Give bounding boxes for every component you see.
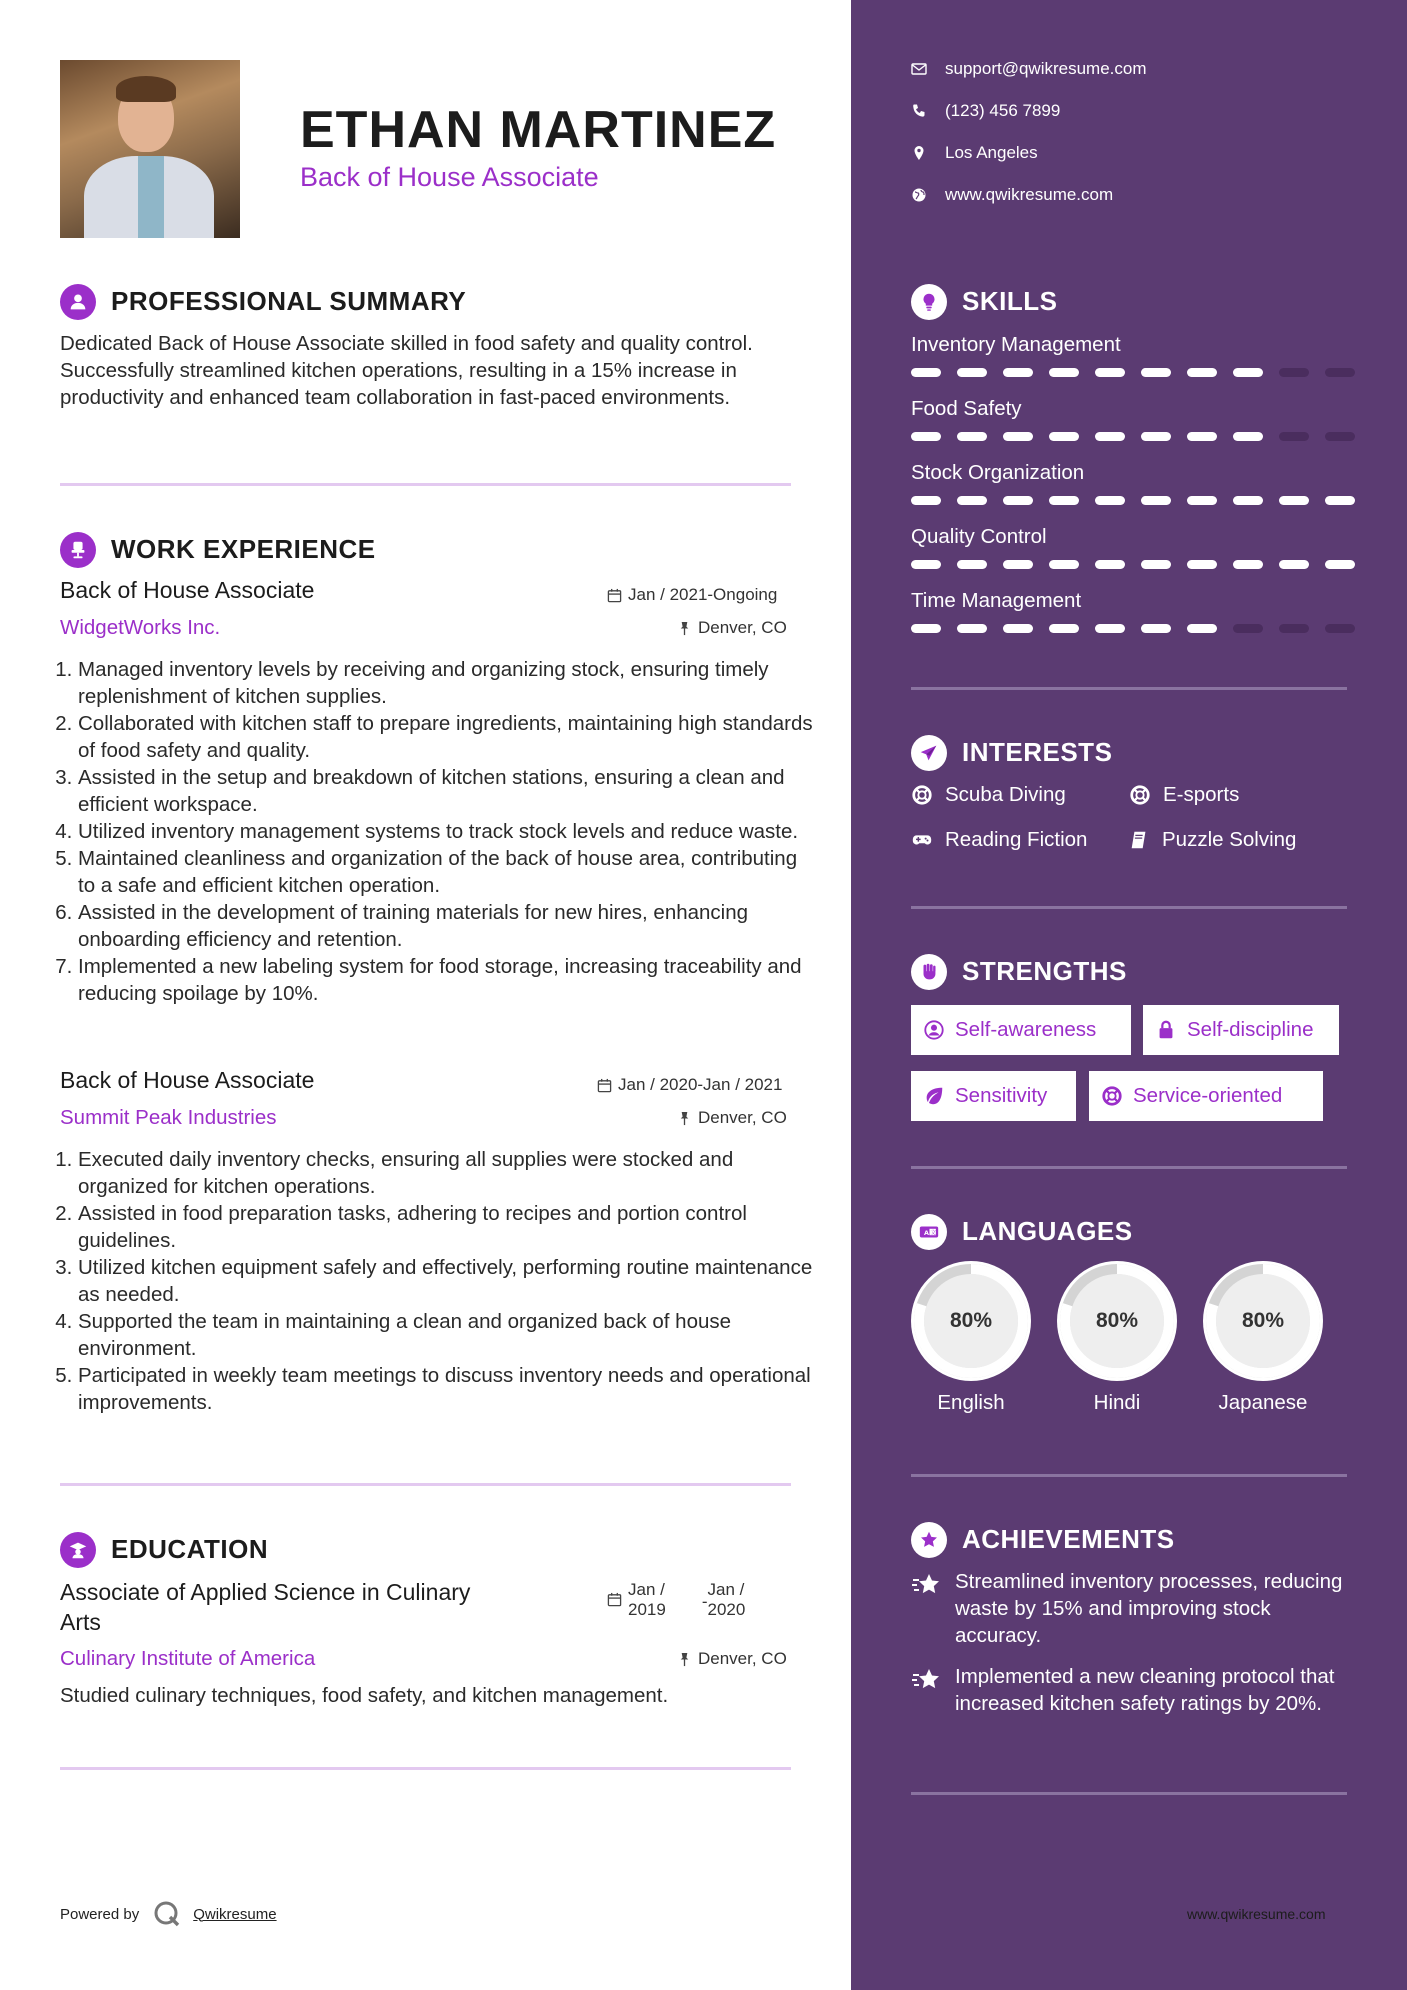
skill-rating bbox=[911, 624, 1355, 633]
map-marker-icon bbox=[911, 145, 927, 161]
skill-dot bbox=[1095, 496, 1125, 505]
skill-rating bbox=[911, 368, 1355, 377]
skill-dot bbox=[1187, 624, 1217, 633]
skill-dot bbox=[1141, 624, 1171, 633]
achievement-item: Implemented a new cleaning protocol that increased kitchen safety ratings by 20%. bbox=[911, 1663, 1351, 1717]
experience-heading: WORK EXPERIENCE bbox=[111, 534, 376, 564]
skill-name: Quality Control bbox=[911, 525, 1047, 548]
duty-item: 2. Assisted in food preparation tasks, adhering to recipes and portion control guidelines. bbox=[78, 1200, 813, 1254]
skill-dot bbox=[957, 624, 987, 633]
skill-dot bbox=[1141, 560, 1171, 569]
summary-heading: PROFESSIONAL SUMMARY bbox=[111, 286, 467, 316]
company-name: Summit Peak Industries bbox=[60, 1106, 277, 1129]
languages-heading: LANGUAGES bbox=[962, 1216, 1133, 1246]
skill-dot bbox=[957, 432, 987, 441]
duty-item: 5. Maintained cleanliness and organization of the back of house area, contributing to a safe and efficient kitchen operation. bbox=[78, 845, 813, 899]
star-badge-icon bbox=[911, 1522, 947, 1558]
skill-dot bbox=[1095, 560, 1125, 569]
strength-badge: Sensitivity bbox=[911, 1071, 1076, 1121]
svg-text:A: A bbox=[923, 1229, 929, 1238]
divider bbox=[60, 1483, 791, 1486]
qwikresume-link[interactable]: Qwikresume bbox=[193, 1905, 277, 1923]
divider bbox=[911, 687, 1347, 690]
lifebuoy-icon bbox=[911, 784, 933, 806]
duty-item: 3. Utilized kitchen equipment safely and effectively, performing routine maintenance as needed. bbox=[78, 1254, 813, 1308]
skill-dot bbox=[911, 368, 941, 377]
job-duties-list bbox=[60, 1146, 813, 1416]
skill-dot bbox=[1279, 368, 1309, 377]
education-heading: EDUCATION bbox=[111, 1534, 269, 1564]
skill-dot bbox=[1095, 368, 1125, 377]
language-percent: 80% bbox=[1095, 1309, 1139, 1332]
lifebuoy-icon bbox=[1129, 784, 1151, 806]
duty-item: 2. Collaborated with kitchen staff to prepare ingredients, maintaining high standards of food safety and quality. bbox=[78, 710, 813, 764]
skill-dot bbox=[1325, 560, 1355, 569]
skill-dot bbox=[1279, 624, 1309, 633]
envelope-icon bbox=[911, 61, 927, 77]
calendar-icon bbox=[607, 1592, 622, 1607]
divider bbox=[60, 1767, 791, 1770]
skill-dot bbox=[1279, 432, 1309, 441]
skill-dot bbox=[1233, 368, 1263, 377]
skill-dot bbox=[1233, 432, 1263, 441]
job-dates: Jan / 2020-Jan / 2021 bbox=[597, 1075, 782, 1095]
job-title: Back of House Associate bbox=[60, 577, 315, 603]
divider bbox=[911, 1166, 1347, 1169]
duty-item: 7. Implemented a new labeling system for food storage, increasing traceability and reducing spoilage by 10%. bbox=[78, 953, 813, 1007]
duty-item: 5. Participated in weekly team meetings to discuss inventory needs and operational improvements. bbox=[78, 1362, 813, 1416]
sidebar bbox=[851, 0, 1407, 1990]
skill-dot bbox=[1325, 624, 1355, 633]
strength-badge: Service-oriented bbox=[1089, 1071, 1323, 1121]
skill-name: Stock Organization bbox=[911, 461, 1085, 484]
skill-dot bbox=[1049, 560, 1079, 569]
svg-text:文: 文 bbox=[930, 1230, 936, 1237]
lock-icon bbox=[1155, 1019, 1177, 1041]
strength-badge: Self-awareness bbox=[911, 1005, 1131, 1055]
skill-name: Inventory Management bbox=[911, 333, 1121, 356]
skill-dot bbox=[1003, 432, 1033, 441]
leaf-icon bbox=[923, 1085, 945, 1107]
skill-dot bbox=[1325, 432, 1355, 441]
qwikresume-logo-icon bbox=[153, 1900, 181, 1928]
language-name: Hindi bbox=[1093, 1391, 1141, 1414]
skill-dot bbox=[1141, 368, 1171, 377]
skill-dot bbox=[957, 560, 987, 569]
fist-icon bbox=[911, 954, 947, 990]
contact-website: www.qwikresume.com bbox=[911, 185, 1113, 205]
globe-icon bbox=[911, 187, 927, 203]
calendar-icon bbox=[607, 588, 622, 603]
skill-dot bbox=[1003, 496, 1033, 505]
profile-photo bbox=[60, 60, 240, 238]
person-icon bbox=[60, 284, 96, 320]
school-name: Culinary Institute of America bbox=[60, 1647, 316, 1670]
skill-dot bbox=[1325, 496, 1355, 505]
duty-item: 1. Managed inventory levels by receiving and organizing stock, ensuring timely replenishment of kitchen supplies. bbox=[78, 656, 813, 710]
job-duties-list bbox=[60, 656, 813, 1007]
interest-item: Puzzle Solving bbox=[1128, 828, 1296, 852]
skill-dot bbox=[911, 496, 941, 505]
user-circle-icon bbox=[923, 1019, 945, 1041]
lightbulb-icon bbox=[911, 284, 947, 320]
interest-item: Reading Fiction bbox=[911, 828, 1087, 852]
divider bbox=[911, 1474, 1347, 1477]
divider bbox=[911, 1792, 1347, 1795]
skill-dot bbox=[1003, 560, 1033, 569]
skill-dot bbox=[1279, 496, 1309, 505]
skill-dot bbox=[1049, 496, 1079, 505]
skill-dot bbox=[1187, 368, 1217, 377]
contact-email: support@qwikresume.com bbox=[911, 59, 1147, 79]
language-percent: 80% bbox=[949, 1309, 993, 1332]
powered-by: Powered by Qwikresume bbox=[60, 1900, 277, 1928]
job-dates: Jan / 2021-Ongoing bbox=[607, 585, 777, 605]
book-icon bbox=[1128, 829, 1150, 851]
skill-dot bbox=[1003, 624, 1033, 633]
duty-item: 3. Assisted in the setup and breakdown of kitchen stations, ensuring a clean and efficient workspace. bbox=[78, 764, 813, 818]
skill-dot bbox=[1325, 368, 1355, 377]
job-location: Denver, CO bbox=[677, 1108, 787, 1128]
candidate-role: Back of House Associate bbox=[300, 162, 599, 192]
achievement-item: Streamlined inventory processes, reducing waste by 15% and improving stock accuracy. bbox=[911, 1568, 1351, 1649]
interests-heading: INTERESTS bbox=[962, 737, 1113, 767]
pin-icon bbox=[677, 621, 692, 636]
skill-dot bbox=[1187, 560, 1217, 569]
chair-icon bbox=[60, 532, 96, 568]
skill-dot bbox=[911, 624, 941, 633]
pin-icon bbox=[677, 1652, 692, 1667]
education-dates: Jan / 2019 - Jan / 2020 bbox=[607, 1580, 745, 1620]
language-name: English bbox=[937, 1391, 1005, 1414]
skill-dot bbox=[1279, 560, 1309, 569]
skill-dot bbox=[1095, 624, 1125, 633]
skill-dot bbox=[1187, 432, 1217, 441]
divider bbox=[60, 483, 791, 486]
language-name: Japanese bbox=[1218, 1391, 1308, 1414]
skill-name: Food Safety bbox=[911, 397, 1022, 420]
contact-phone: (123) 456 7899 bbox=[911, 101, 1060, 121]
skill-rating bbox=[911, 560, 1355, 569]
duty-item: 6. Assisted in the development of training materials for new hires, enhancing onboarding efficiency and retention. bbox=[78, 899, 813, 953]
duty-item: 4. Utilized inventory management systems to track stock levels and reduce waste. bbox=[78, 818, 813, 845]
achievements-heading: ACHIEVEMENTS bbox=[962, 1524, 1175, 1554]
skill-dot bbox=[911, 560, 941, 569]
star-icon bbox=[911, 1570, 941, 1600]
candidate-name: ETHAN MARTINEZ bbox=[300, 101, 777, 159]
strengths-heading: STRENGTHS bbox=[962, 956, 1127, 986]
language-item bbox=[1203, 1261, 1323, 1415]
skill-dot bbox=[957, 496, 987, 505]
duty-item: 4. Supported the team in maintaining a clean and organized back of house environment. bbox=[78, 1308, 813, 1362]
education-description: Studied culinary techniques, food safety, and kitchen management. bbox=[60, 1684, 669, 1707]
duty-item: 1. Executed daily inventory checks, ensuring all supplies were stocked and organized for kitchen operations. bbox=[78, 1146, 813, 1200]
summary-text: Dedicated Back of House Associate skilled in food safety and quality control. Successfully streamlined kitchen operations, resulting in a 15% increase in productivity and enhanced team collaboration in fast-paced environments. bbox=[60, 332, 753, 409]
strength-badge: Self-discipline bbox=[1143, 1005, 1339, 1055]
skill-dot bbox=[1049, 368, 1079, 377]
skill-dot bbox=[1141, 432, 1171, 441]
education-location: Denver, CO bbox=[677, 1649, 787, 1669]
skill-dot bbox=[911, 432, 941, 441]
interest-item: Scuba Diving bbox=[911, 783, 1066, 807]
skill-dot bbox=[1095, 432, 1125, 441]
lifebuoy-icon bbox=[1101, 1085, 1123, 1107]
phone-icon bbox=[911, 103, 927, 119]
skill-dot bbox=[1049, 432, 1079, 441]
divider bbox=[911, 906, 1347, 909]
job-title: Back of House Associate bbox=[60, 1067, 315, 1093]
footer-url[interactable]: www.qwikresume.com bbox=[1187, 1906, 1326, 1922]
calendar-icon bbox=[597, 1078, 612, 1093]
skill-dot bbox=[957, 368, 987, 377]
language-item bbox=[911, 1261, 1031, 1415]
language-percent: 80% bbox=[1241, 1309, 1285, 1332]
skills-heading: SKILLS bbox=[962, 286, 1058, 316]
skill-rating bbox=[911, 432, 1355, 441]
skill-dot bbox=[1187, 496, 1217, 505]
star-icon bbox=[911, 1665, 941, 1695]
translate-icon bbox=[911, 1214, 947, 1250]
paper-plane-icon bbox=[911, 735, 947, 771]
skill-dot bbox=[1141, 496, 1171, 505]
skill-dot bbox=[1049, 624, 1079, 633]
language-item bbox=[1057, 1261, 1177, 1415]
company-name: WidgetWorks Inc. bbox=[60, 616, 221, 639]
contact-location: Los Angeles bbox=[911, 143, 1038, 163]
interest-item: E-sports bbox=[1129, 783, 1239, 807]
degree-title: Associate of Applied Science in Culinary Arts bbox=[60, 1579, 471, 1635]
skill-dot bbox=[1233, 496, 1263, 505]
skill-rating bbox=[911, 496, 1355, 505]
job-location: Denver, CO bbox=[677, 618, 787, 638]
skill-name: Time Management bbox=[911, 589, 1082, 612]
gamepad-icon bbox=[911, 829, 933, 851]
skill-dot bbox=[1233, 560, 1263, 569]
skill-dot bbox=[1233, 624, 1263, 633]
graduate-icon bbox=[60, 1532, 96, 1568]
pin-icon bbox=[677, 1111, 692, 1126]
skill-dot bbox=[1003, 368, 1033, 377]
